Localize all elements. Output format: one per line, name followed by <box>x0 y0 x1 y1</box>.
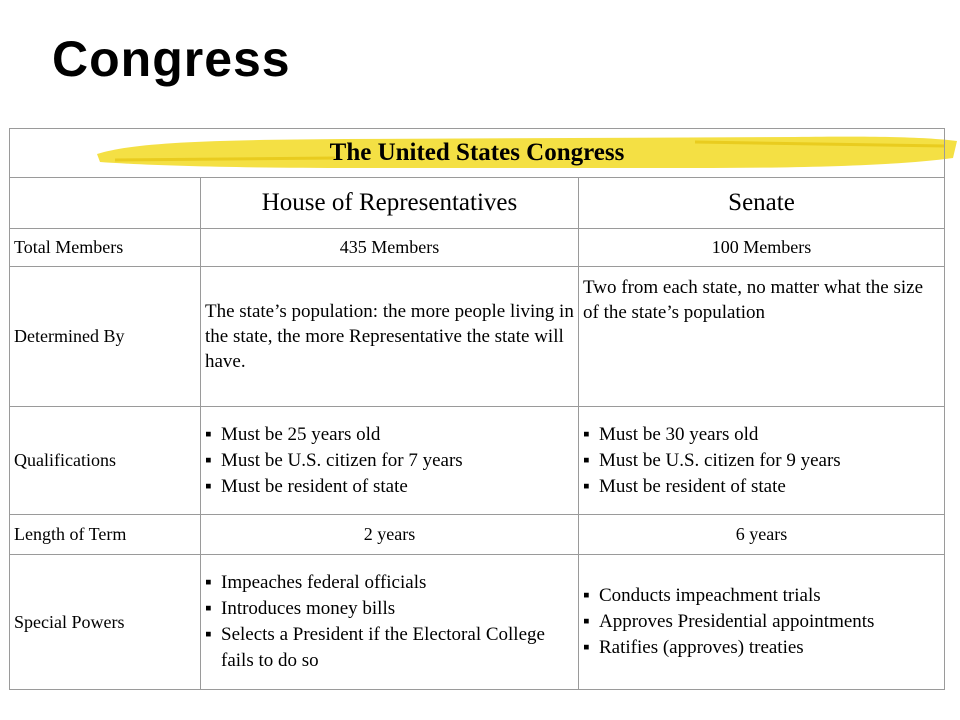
row-label: Special Powers <box>10 555 201 690</box>
caption-row <box>10 129 945 178</box>
header-empty <box>10 178 201 229</box>
table-row-total-members <box>10 229 945 267</box>
list-item: ▪ Must be 25 years old <box>205 422 574 448</box>
list-item: ▪ Approves Presidential appointments <box>583 609 940 635</box>
list-item: ▪ Must be 30 years old <box>583 422 940 448</box>
list-item: ▪ Impeaches federal officials <box>205 570 574 596</box>
row-label: Qualifications <box>10 407 201 515</box>
list-item: ▪ Introduces money bills <box>205 596 574 622</box>
list-item: ▪ Conducts impeachment trials <box>583 583 940 609</box>
congress-table <box>9 128 945 690</box>
list-item: ▪ Selects a President if the Electoral College fails to do so <box>205 622 574 674</box>
row-label: Length of Term <box>10 515 201 555</box>
table-caption: The United States Congress <box>10 129 945 178</box>
senate-cell: 100 Members <box>579 229 945 267</box>
table-row-length-of-term <box>10 515 945 555</box>
header-row <box>10 178 945 229</box>
table-row-qualifications <box>10 407 945 515</box>
house-cell <box>201 407 579 515</box>
house-cell <box>201 555 579 690</box>
list-item: ▪ Ratifies (approves) treaties <box>583 635 940 661</box>
header-house: House of Representatives <box>201 178 579 229</box>
table-row-determined-by <box>10 267 945 407</box>
senate-cell <box>579 555 945 690</box>
bullet-list <box>583 583 940 661</box>
senate-cell: Two from each state, no matter what the size of the state’s population <box>579 267 945 407</box>
bullet-list <box>205 422 574 500</box>
house-cell: 2 years <box>201 515 579 555</box>
house-cell: 435 Members <box>201 229 579 267</box>
list-item: ▪ Must be resident of state <box>205 474 574 500</box>
senate-cell <box>579 407 945 515</box>
header-senate: Senate <box>579 178 945 229</box>
bullet-list <box>205 570 574 674</box>
senate-cell: 6 years <box>579 515 945 555</box>
slide-title: Congress <box>52 31 291 87</box>
list-item: ▪ Must be U.S. citizen for 7 years <box>205 448 574 474</box>
house-cell: The state’s population: the more people living in the state, the more Representative the state will have. <box>201 267 579 407</box>
row-label: Determined By <box>10 267 201 407</box>
table-row-special-powers <box>10 555 945 690</box>
bullet-list <box>583 422 940 500</box>
row-label: Total Members <box>10 229 201 267</box>
list-item: ▪ Must be resident of state <box>583 474 940 500</box>
list-item: ▪ Must be U.S. citizen for 9 years <box>583 448 940 474</box>
